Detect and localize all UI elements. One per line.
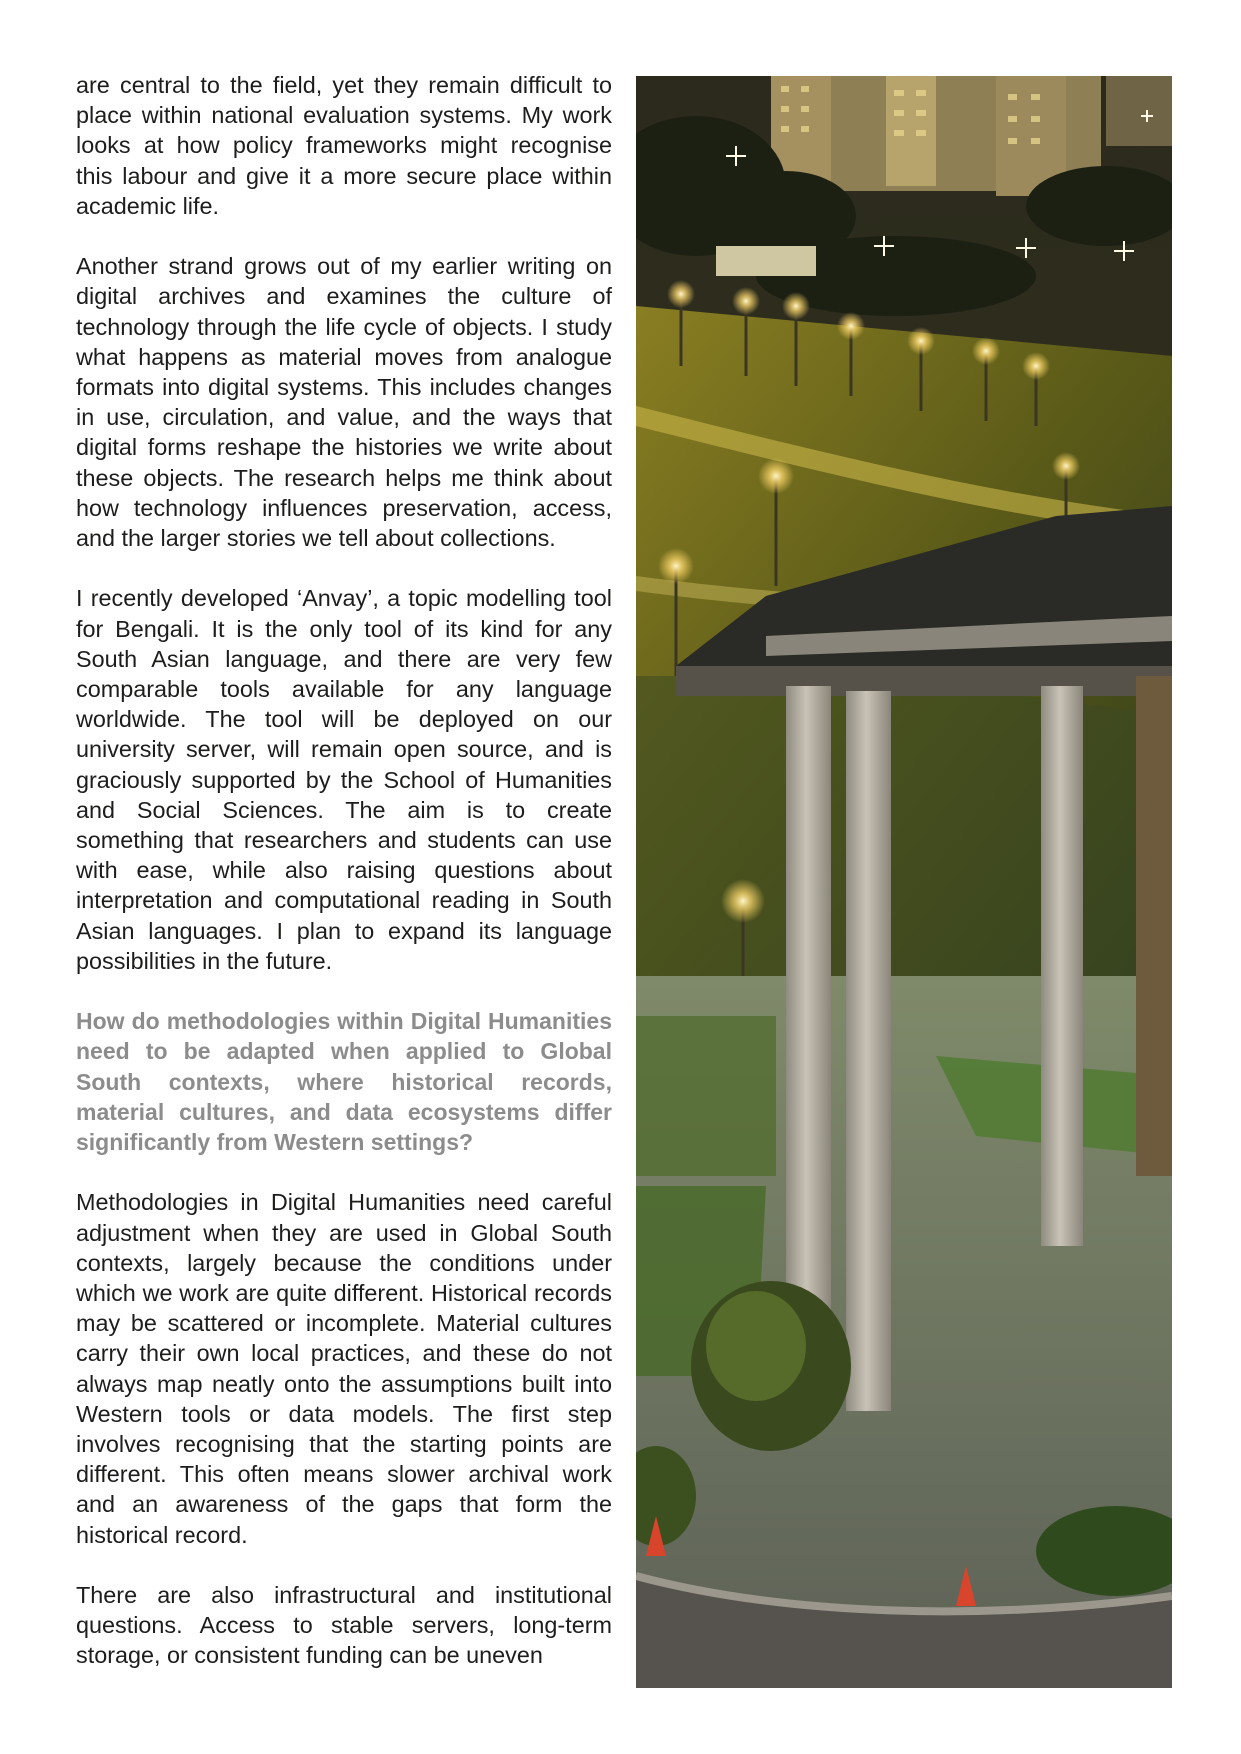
shadowed-lawn <box>636 676 1172 976</box>
campus-night-illustration <box>636 76 1172 1688</box>
paragraph-methodologies: Methodologies in Digital Humanities need careful adjustment when they are used in Global South contexts, largely because the conditions under which we work are quite different. Historical records may be scattered or incomplete. Material cultures carry their own local practices, and these do not always map neatly onto the assumptions built into Western tools or data models. The first step involves recognising that the starting points are different. This often means slower archival work and an awareness of the gaps that form the historical record. <box>76 1189 612 1548</box>
grass-patch-left <box>636 1016 776 1176</box>
small-building <box>716 246 816 276</box>
paragraph-digital-archives: Another strand grows out of my earlier writing on digital archives and examines the culture of technology through the life cycle of objects. I study what happens as material moves from analogue formats into digital systems. This includes changes in use, circulation, and value, and the ways that digital forms reshape the histories we write about these objects. The research helps me think about how technology influences preservation, access, and the larger stories we tell about collections. <box>76 253 612 552</box>
paragraph-infrastructure: There are also infrastructural and institutional questions. Access to stable servers, long-term storage, or consistent funding can be uneven <box>76 1582 612 1669</box>
paragraph-anvay-tool: I recently developed ‘Anvay’, a topic modelling tool for Bengali. It is the only tool of its kind for any South Asian language, and there are very few comparable tools available for any language worldwide. The tool will be deployed on our university server, will remain open source, and is graciously supported by the School of Humanities and Social Sciences. The aim is to create something that researchers and students can use with ease, while also raising questions about interpretation and computational reading in South Asian languages. I plan to expand its language possibilities in the future. <box>76 585 612 974</box>
paragraph-archives-policy: are central to the field, yet they remain difficult to place within national evaluation systems. My work looks at how policy frameworks might recognise this labour and give it a more secure place within academic life. <box>76 72 612 219</box>
article-text-column <box>76 70 612 1701</box>
campus-night-photo <box>636 76 1172 1688</box>
interview-question: How do methodologies within Digital Humanities need to be adapted when applied to Global South contexts, where historical records, material cultures, and data ecosystems differ significantly from Western settings? <box>76 1008 612 1156</box>
